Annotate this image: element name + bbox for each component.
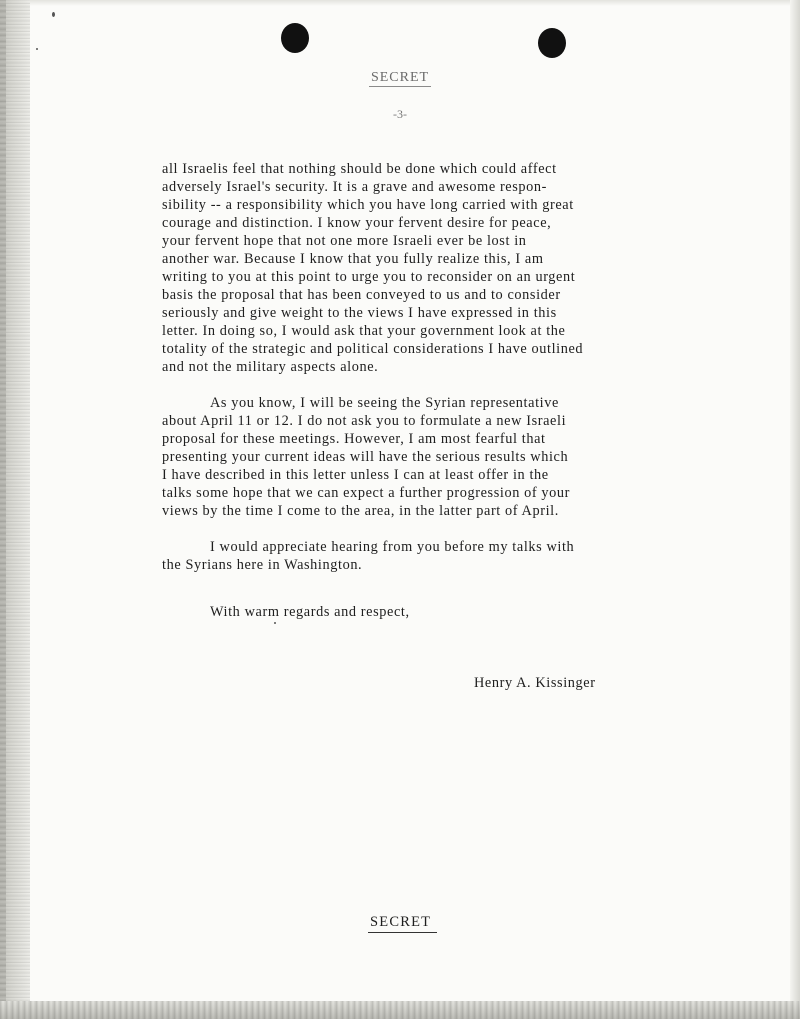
footer-classification: [368, 914, 437, 931]
scan-speck: [52, 12, 55, 17]
scan-edge-top: [0, 0, 800, 6]
footer-classification-text: SECRET: [368, 914, 437, 933]
text-line: I have described in this letter unless I can at least offer in the: [162, 467, 549, 483]
page-number: -3-: [393, 107, 407, 121]
scan-edge-left-dark: [0, 0, 6, 1019]
text-line: and not the military aspects alone.: [162, 359, 379, 375]
text-line: talks some hope that we can expect a further progression of your: [162, 485, 571, 501]
text-line: views by the time I come to the area, in the latter part of April.: [162, 503, 559, 519]
text-line: another war. Because I know that you fully realize this, I am: [162, 251, 544, 267]
text-line: your fervent hope that not one more Israeli ever be lost in: [162, 233, 527, 249]
text-line: all Israelis feel that nothing should be done which could affect: [162, 161, 557, 177]
header-classification-text: SECRET: [370, 70, 430, 85]
text-line: about April 11 or 12. I do not ask you to formulate a new Israeli: [162, 413, 567, 429]
punch-hole-left: [281, 23, 309, 53]
text-line: the Syrians here in Washington.: [162, 557, 363, 573]
text-line: courage and distinction. I know your fervent desire for peace,: [162, 215, 552, 231]
text-line: adversely Israel's security. It is a grave and awesome respon-: [162, 179, 548, 195]
scan-edge-bottom: [0, 1001, 800, 1019]
text-line: letter. In doing so, I would ask that your government look at the: [162, 323, 566, 339]
paragraph-2: [162, 394, 722, 520]
text-line: totality of the strategic and political considerations I have outlined: [162, 341, 584, 357]
text-line: presenting your current ideas will have the serious results which: [162, 449, 569, 465]
scan-speck: [274, 622, 276, 624]
text-line: sibility -- a responsibility which you have long carried with great: [162, 197, 574, 213]
text-line: As you know, I will be seeing the Syrian representative: [210, 395, 559, 411]
text-line: writing to you at this point to urge you to reconsider on an urgent: [162, 269, 576, 285]
scan-edge-right: [790, 0, 800, 1019]
punch-hole-right: [538, 28, 566, 58]
scan-speck: [36, 48, 38, 50]
text-line: I would appreciate hearing from you before my talks with: [210, 539, 575, 555]
text-line: basis the proposal that has been conveyed to us and to consider: [162, 287, 561, 303]
text-line: seriously and give weight to the views I have expressed in this: [162, 305, 557, 321]
paragraph-3: [162, 538, 722, 574]
letter-body: [162, 160, 722, 592]
text-line: proposal for these meetings. However, I am most fearful that: [162, 431, 546, 447]
paragraph-1: [162, 160, 722, 376]
signature-name: Henry A. Kissinger: [474, 675, 596, 691]
header-classification: [0, 70, 800, 86]
closing-salutation: With warm regards and respect,: [210, 604, 410, 620]
